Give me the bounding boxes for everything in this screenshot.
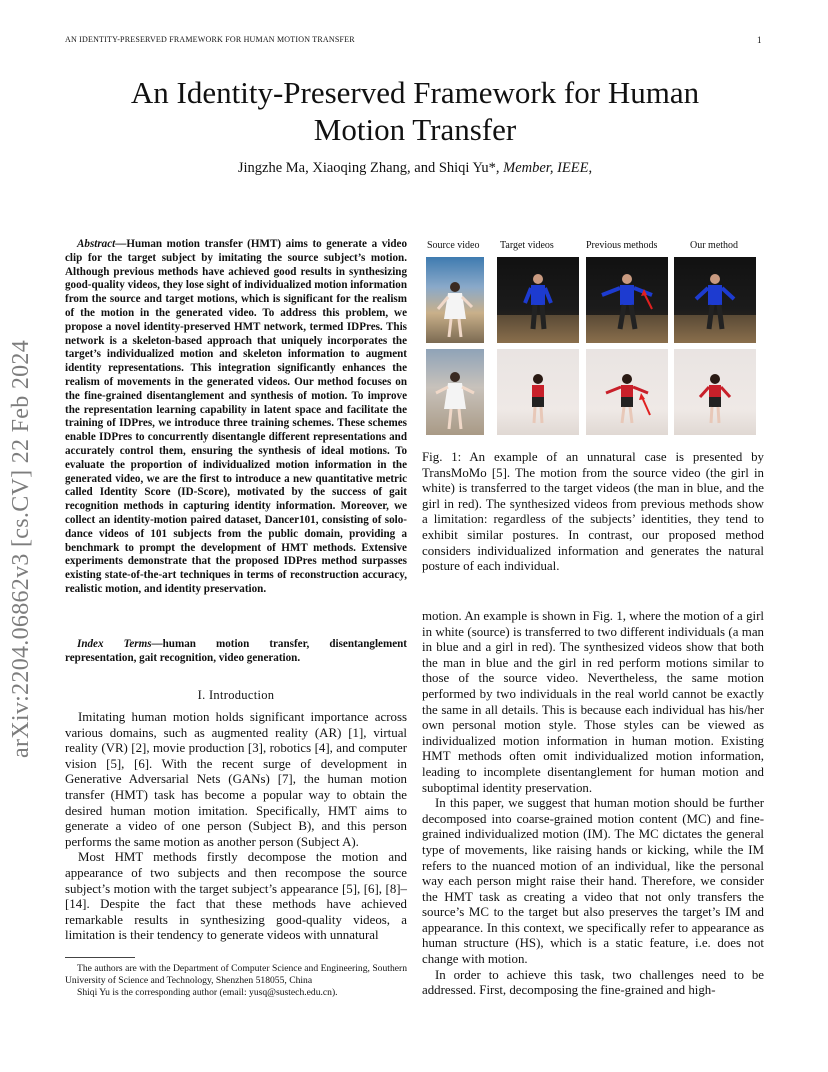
figure-column-labels bbox=[422, 240, 764, 254]
figure-1-grid bbox=[422, 255, 764, 445]
man-blue-ours-icon bbox=[674, 257, 756, 343]
index-terms bbox=[65, 638, 407, 666]
target-video-frame-2 bbox=[497, 349, 579, 435]
our-method-frame-1 bbox=[674, 257, 756, 343]
index-terms-text: —human motion transfer, disentanglement representation, gait recognition, video generation. bbox=[65, 638, 407, 664]
previous-method-frame-2 bbox=[586, 349, 668, 435]
running-head: AN IDENTITY-PRESERVED FRAMEWORK FOR HUMAN MOTION TRANSFER bbox=[65, 35, 355, 44]
paper-title bbox=[80, 74, 750, 148]
target-video-frame-1 bbox=[497, 257, 579, 343]
footnote bbox=[65, 963, 407, 999]
right-paragraph-1: motion. An example is shown in Fig. 1, where the motion of a girl in white (source) is transferred to two different individuals (a man in blue and a girl in red). The synthesized videos show that both the man in blue and the girl in red perform motions similar to those of the source video. Nevertheless, the same motion performed by two individuals in the real world cannot be exactly the same in all details. This is because each individual has his/her own personal motion style. Those styles can be viewed as individualized motion information in human motion. Existing HMT methods often omit individualized motion information, leading to incomplete disentanglement for human motion and suboptimal identity preservation. bbox=[422, 609, 764, 795]
intro-paragraph-1: Imitating human motion holds significant importance across various domains, such as augmented reality (AR) [1], virtual reality (VR) [2], movie production [3], robotics [4], and computer vision [5], [6]. With the recent surge of development in Generative Adversarial Nets (GANs) [7], the human motion transfer (HMT) task has become a popular way to obtain the desired human motion imitation. Specifically, HMT aims to generate a video of one person (Subject B), and this person performs the same motion as another person (Subject A). bbox=[65, 710, 407, 849]
right-paragraph-3: In order to achieve this task, two challenges need to be addressed. First, decomposing the fine-grained and high- bbox=[422, 967, 764, 998]
label-source-video: Source video bbox=[427, 240, 480, 251]
label-our-method: Our method bbox=[690, 240, 739, 251]
man-blue-icon bbox=[497, 257, 579, 343]
label-previous-methods: Previous methods bbox=[586, 240, 658, 251]
girl-red-transferred-icon bbox=[586, 349, 668, 435]
title-line-1: An Identity-Preserved Framework for Human bbox=[130, 75, 700, 110]
man-blue-transferred-icon bbox=[586, 257, 668, 343]
our-method-frame-2 bbox=[674, 349, 756, 435]
footnote-rule bbox=[65, 957, 135, 958]
right-paragraph-2: In this paper, we suggest that human motion should be further decomposed into coarse-grained motion content (MC) and fine-grained individualized motion (IM). The MC dictates the general type of movements, like raising hands or kicking, while the IM refers to the nuanced motion of an individual, like the personal way each person might raise their hand. Therefore, we consider the HMT task as creating a video that not only transfers the source’s MC to the target but also preserves the target’s IM and appearance. In this context, we specifically refer to appearance as human structure (HS), which is a static feature, i.e. does not change with motion. bbox=[422, 796, 764, 967]
index-terms-lead: Index Terms bbox=[77, 638, 152, 650]
abstract-text: —Human motion transfer (HMT) aims to generate a video clip for the target subject by imitating the source subject’s motion. Although previous methods have achieved good results in synthesizing good-quality videos, they lose sight of individualized motion information from the source and target motions, which is significant for the realism of the motion in the generated video. To address this problem, we propose a novel identity-preserved HMT network, termed IDPres. This network is a skeleton-based approach that uniquely incorporates the target’s individualized motion and skeleton information to augment identity representations. This integration significantly enhances the realism of movements in the generated videos. Our method focuses on the fine-grained disentanglement and synthesis of motion. To improve the representation learning capability in latent space and facilitate the training of IDPres, we introduce three training schemes. These schemes enable IDPres to concurrently disentangle different representations and accurately control them, ensuring the synthesis of ideal motions. To evaluate the proportion of individualized motion information in the generated video, we are the first to introduce a new quantitative metric called Identity Score (ID-Score), motivated by the success of gait recognition methods in capturing identity information. Moreover, we collect an identity-motion paired dataset, Dancer101, consisting of solo-dance videos of 101 subjects from the public domain, providing a benchmark to prompt the development of HMT methods. Extensive experiments demonstrate that the proposed IDPres method surpasses existing state-of-the-art techniques in terms of reconstruction accuracy, realistic motion, and identity preservation. bbox=[65, 238, 407, 595]
girl-red-ours-icon bbox=[674, 349, 756, 435]
previous-method-frame-1 bbox=[586, 257, 668, 343]
intro-paragraph-2: Most HMT methods firstly decompose the motion and appearance of two subjects and then recompose the source subject’s motion with the target subject’s appearance [5], [6], [8]–[14]. Despite the fact that these methods have achieved remarkable results in synthesizing good-quality videos, a limitation is their tendency to generate videos with unnatural bbox=[65, 850, 407, 943]
source-video-frame-2 bbox=[426, 349, 484, 435]
arxiv-stamp: arXiv:2204.06862v3 [cs.CV] 22 Feb 2024 bbox=[8, 339, 34, 758]
author-membership: Member, IEEE bbox=[503, 160, 589, 176]
dancer-white-icon bbox=[426, 257, 484, 343]
title-line-2: Motion Transfer bbox=[313, 112, 517, 147]
author-list bbox=[120, 160, 710, 177]
source-video-frame-1 bbox=[426, 257, 484, 343]
right-column-body bbox=[422, 609, 764, 999]
label-target-videos: Target videos bbox=[500, 240, 554, 251]
dancer-white-2-icon bbox=[426, 349, 484, 435]
author-trail: , bbox=[588, 160, 593, 176]
introduction-body bbox=[65, 710, 407, 944]
abstract-lead: Abstract bbox=[77, 238, 116, 250]
footnote-affiliation: The authors are with the Department of Computer Science and Engineering, Southern University of Science and Technology, Shenzhen 518055, China bbox=[65, 963, 407, 986]
page-number: 1 bbox=[757, 35, 762, 45]
author-names: Jingzhe Ma, Xiaoqing Zhang, and Shiqi Yu*, bbox=[237, 160, 504, 176]
girl-red-icon bbox=[497, 349, 579, 435]
footnote-corresponding: Shiqi Yu is the corresponding author (email: yusq@sustech.edu.cn). bbox=[77, 987, 338, 998]
abstract bbox=[65, 238, 407, 597]
figure-1-caption: Fig. 1: An example of an unnatural case is presented by TransMoMo [5]. The motion from the source video (the girl in white) is transferred to the target videos (the man in blue, and the girl in red). The synthesized videos from previous methods show a limitation: regardless of the subjects’ identities, they tend to exhibit similar postures. In contrast, our proposed method considers individualized information and generates the natural posture of each individual. bbox=[422, 450, 764, 574]
section-heading-introduction: I. Introduction bbox=[197, 688, 275, 702]
